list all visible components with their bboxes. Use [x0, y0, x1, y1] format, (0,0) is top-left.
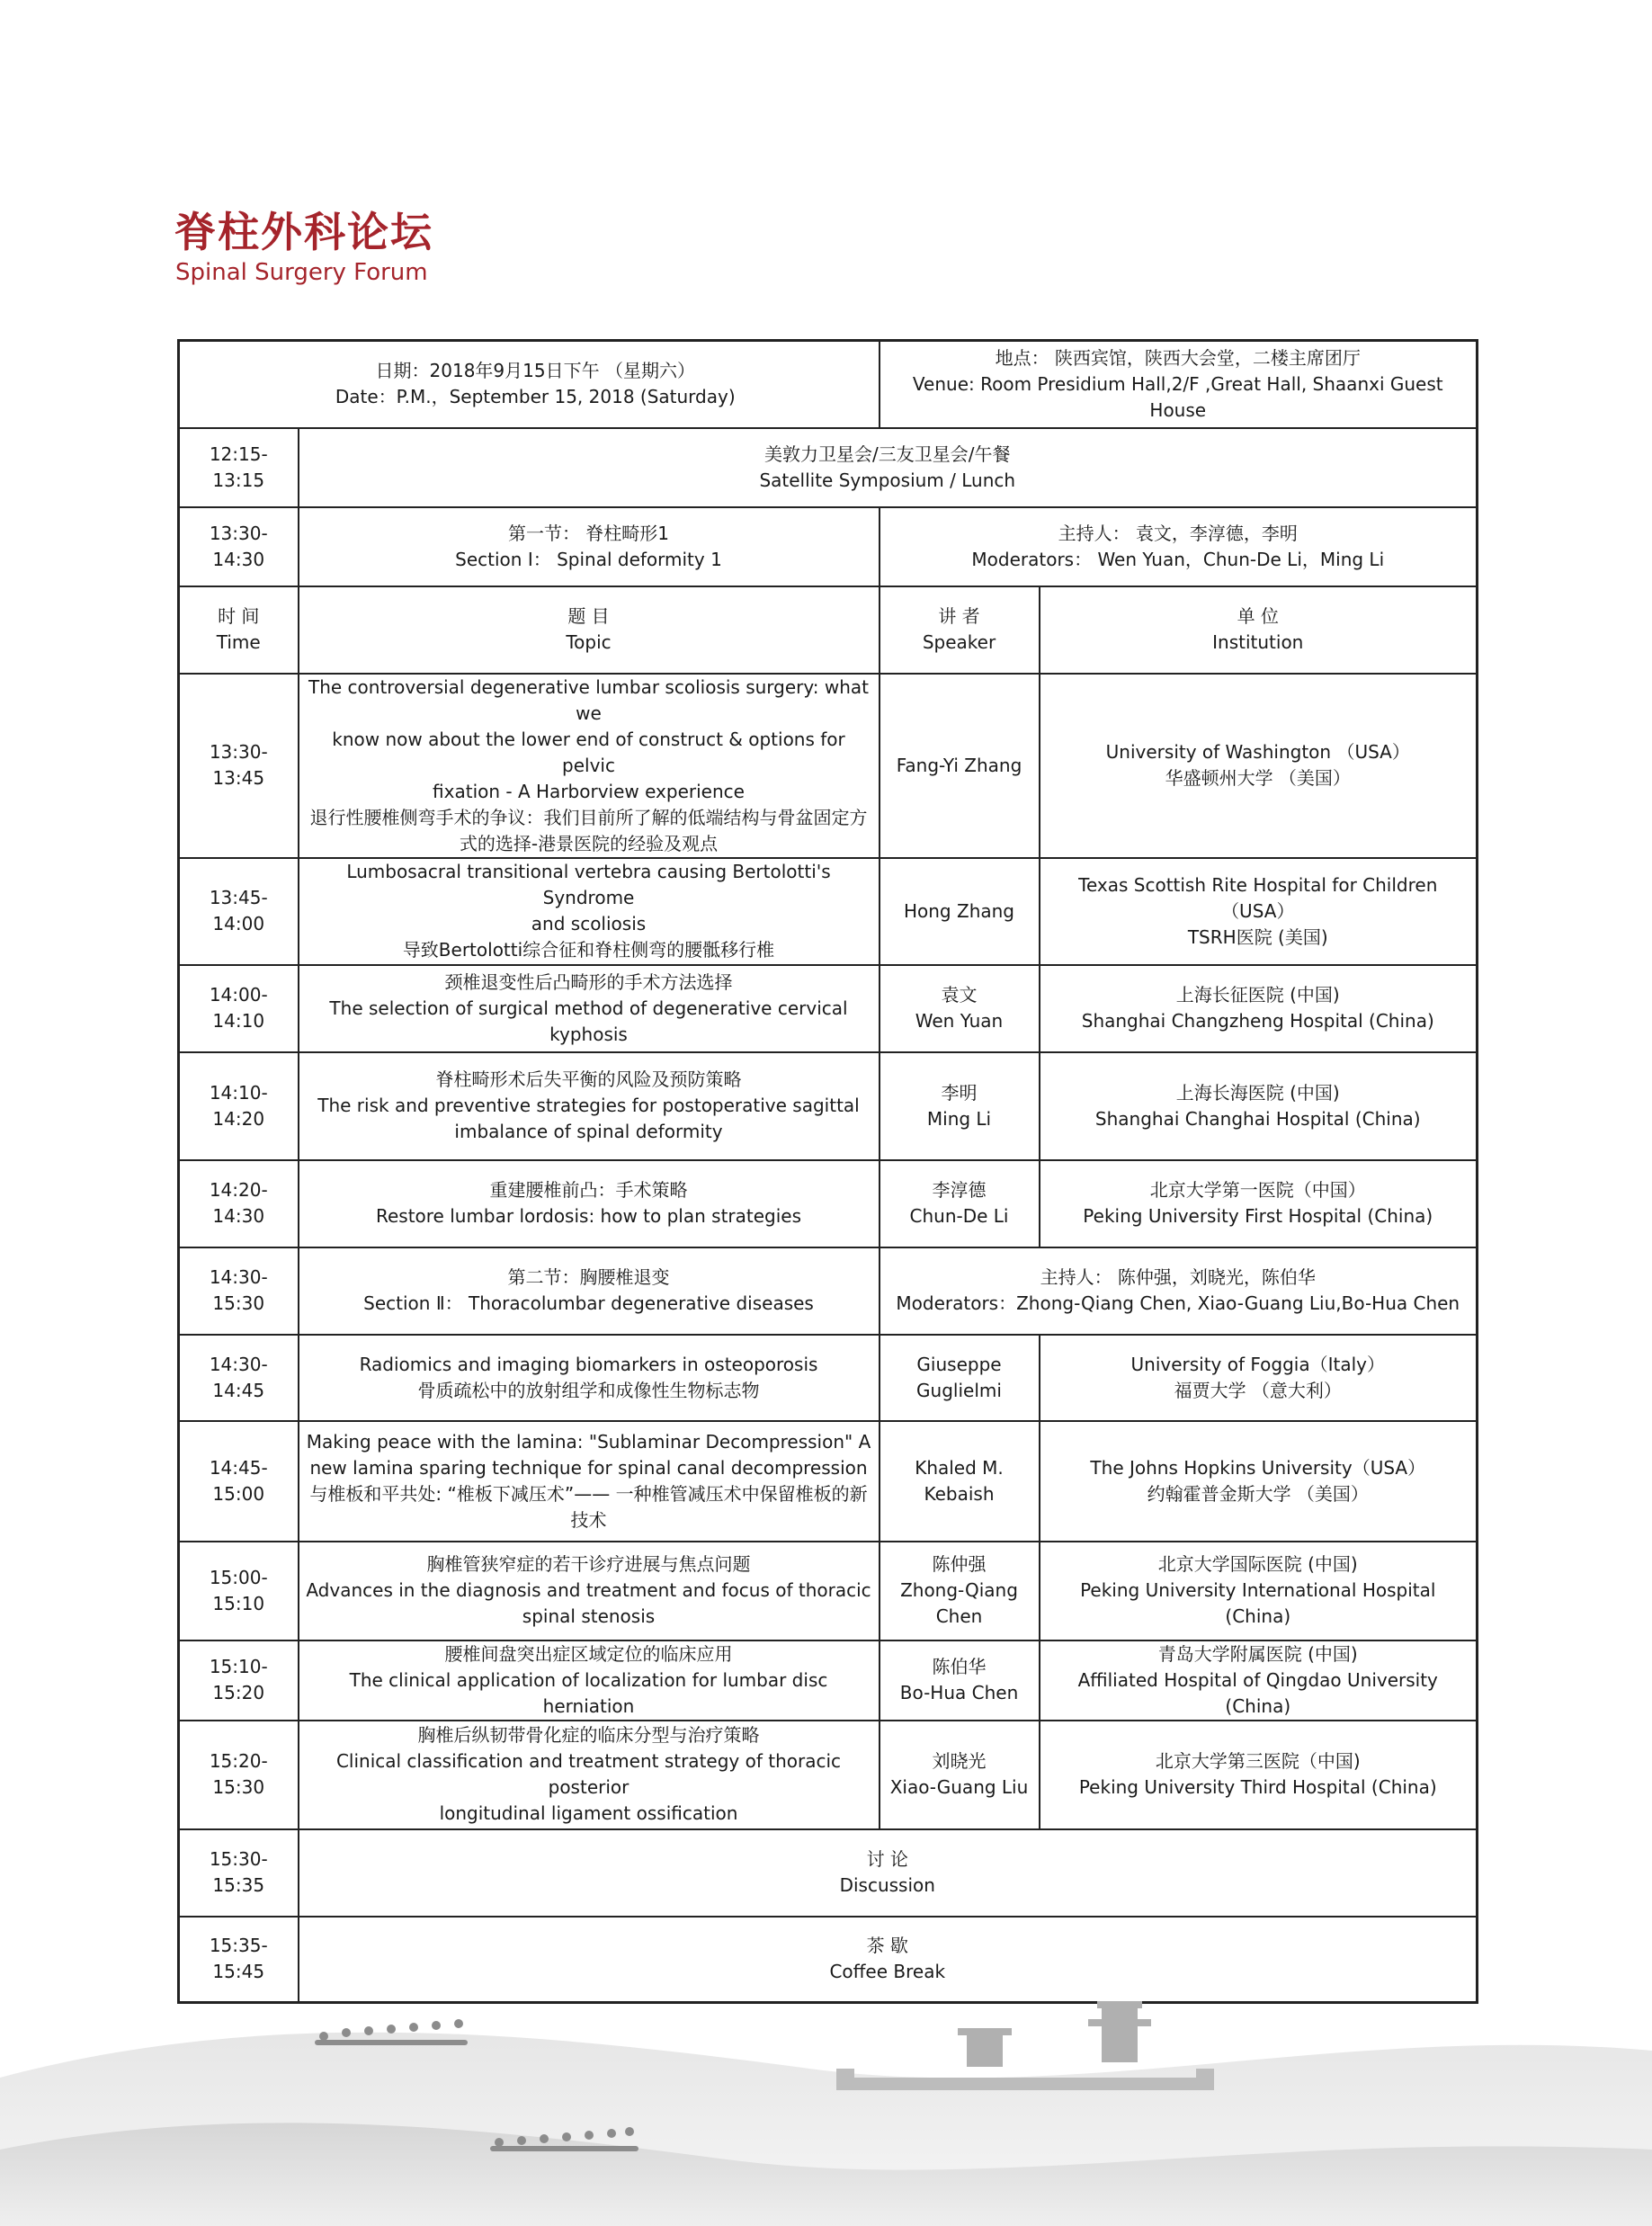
table-row [179, 965, 1478, 1052]
institution-line: 约翰霍普金斯大学 （美国） [1147, 1482, 1369, 1505]
topic-line: The risk and preventive strategies for postoperative sagittal [317, 1095, 860, 1116]
institution-line: 北京大学第三医院（中国) [1155, 1750, 1361, 1772]
date-en: Date：P.M.，September 15, 2018 (Saturday) [335, 386, 736, 408]
col-speaker-cn: 讲 者 [938, 605, 980, 627]
discussion-time: 15:30-15:35 [179, 1829, 299, 1917]
discussion-cn: 讨 论 [866, 1848, 908, 1870]
discussion-row [179, 1829, 1478, 1917]
talk-time: 15:10-15:20 [179, 1640, 299, 1721]
institution-line: 华盛顿州大学 （美国） [1165, 767, 1351, 789]
speaker-line: Chun-De Li [909, 1205, 1009, 1227]
col-topic-en: Topic [566, 631, 612, 653]
date-cn: 日期：2018年9月15日下午 （星期六） [375, 360, 695, 382]
talk-speaker [880, 1052, 1040, 1160]
talk-speaker [880, 1640, 1040, 1721]
topic-line: Advances in the diagnosis and treatment and focus of thoracic [306, 1579, 871, 1601]
talk-institution [1040, 674, 1478, 858]
speaker-line: 李明 [941, 1081, 978, 1104]
table-row [179, 1721, 1478, 1829]
section2-moderators-cn: 主持人： 陈仲强，刘晓光，陈伯华 [1040, 1266, 1316, 1288]
col-institution-en: Institution [1212, 631, 1304, 653]
talk-time: 13:45-14:00 [179, 858, 299, 965]
section1-moderators-cn: 主持人： 袁文，李淳德，李明 [1058, 522, 1298, 544]
institution-line: Peking University International Hospital (China) [1080, 1579, 1436, 1627]
institution-line: Affiliated Hospital of Qingdao University (China) [1077, 1668, 1438, 1717]
speaker-line: Xiao-Guang Liu [889, 1776, 1029, 1798]
institution-line: University of Foggia（Italy） [1130, 1353, 1385, 1375]
speaker-line: 刘晓光 [932, 1750, 987, 1772]
speaker-line: Ming Li [926, 1107, 992, 1130]
col-time-en: Time [216, 631, 261, 653]
talk-institution [1040, 965, 1478, 1052]
institution-line: 青岛大学附属医院 (中国) [1157, 1642, 1358, 1665]
institution-line: 北京大学第一医院（中国） [1149, 1179, 1366, 1201]
talk-institution [1040, 1421, 1478, 1542]
talk-speaker [880, 1421, 1040, 1542]
speaker-line: 袁文 [941, 984, 978, 1006]
table-row [179, 1160, 1478, 1247]
speaker-line: Fang-Yi Zhang [896, 754, 1022, 776]
talk-speaker [880, 1335, 1040, 1421]
talk-time: 15:20-15:30 [179, 1721, 299, 1829]
talk-speaker [880, 1160, 1040, 1247]
topic-line: 胸椎后纵韧带骨化症的临床分型与治疗策略 [417, 1724, 760, 1746]
table-row [179, 1052, 1478, 1160]
speaker-line: Zhong-Qiang [900, 1579, 1018, 1601]
speaker-line: Kebaish [924, 1482, 995, 1505]
talk-institution [1040, 1721, 1478, 1829]
topic-line: and scoliosis [531, 913, 647, 934]
institution-line: Texas Scottish Rite Hospital for Children （USA） [1078, 873, 1438, 922]
satellite-cn: 美敦力卫星会/三友卫星会/午餐 [764, 443, 1011, 465]
institution-line: Shanghai Changhai Hospital (China) [1094, 1107, 1421, 1130]
talk-speaker [880, 858, 1040, 965]
coffee-cn: 茶 歇 [866, 1935, 908, 1957]
desert-scenery-illustration [0, 1970, 1652, 2226]
topic-line: The controversial degenerative lumbar scoliosis surgery: what we [308, 675, 869, 724]
schedule-header-row [179, 341, 1478, 428]
talk-topic [299, 1052, 880, 1160]
column-header-row [179, 586, 1478, 674]
section2-row [179, 1247, 1478, 1335]
talk-time: 14:10-14:20 [179, 1052, 299, 1160]
topic-line: Clinical classification and treatment strategy of thoracic posterior [335, 1750, 842, 1798]
topic-line: 重建腰椎前凸：手术策略 [489, 1179, 688, 1201]
talk-time: 14:20-14:30 [179, 1160, 299, 1247]
institution-line: Shanghai Changzheng Hospital (China) [1081, 1010, 1434, 1032]
section2-moderators-en: Moderators：Zhong-Qiang Chen, Xiao-Guang Liu,Bo-Hua Chen [896, 1292, 1460, 1314]
talk-topic [299, 1421, 880, 1542]
discussion-en: Discussion [839, 1874, 935, 1896]
section1-title-cn: 第一节： 脊柱畸形1 [507, 522, 670, 544]
topic-line: 式的选择-港景医院的经验及观点 [459, 832, 719, 854]
col-speaker-header [880, 586, 1040, 674]
table-row [179, 858, 1478, 965]
section1-title-en: Section I： Spinal deformity 1 [455, 548, 722, 570]
talk-topic [299, 965, 880, 1052]
topic-line: 脊柱畸形术后失平衡的风险及预防策略 [435, 1068, 742, 1090]
topic-line: 退行性腰椎侧弯手术的争议：我们目前所了解的低端结构与骨盆固定方 [309, 806, 868, 828]
topic-line: 腰椎间盘突出症区域定位的临床应用 [444, 1642, 733, 1665]
institution-line: 福贾大学 （意大利） [1174, 1379, 1342, 1401]
venue-cell [880, 341, 1478, 428]
date-cell [179, 341, 880, 428]
speaker-line: 陈伯华 [932, 1656, 987, 1677]
talk-topic [299, 1640, 880, 1721]
section1-time: 13:30-14:30 [179, 507, 299, 586]
speaker-line: Giuseppe [916, 1353, 1002, 1375]
speaker-line: Chen [935, 1605, 983, 1627]
coffee-time: 15:35-15:45 [179, 1917, 299, 2003]
forum-title-en: Spinal Surgery Forum [175, 259, 428, 286]
speaker-line: Hong Zhang [903, 899, 1014, 922]
institution-line: University of Washington （USA） [1105, 741, 1410, 763]
topic-line: 技术 [570, 1508, 607, 1531]
topic-line: longitudinal ligament ossification [439, 1802, 738, 1824]
section2-title-cn: 第二节：胸腰椎退变 [507, 1266, 670, 1288]
section1-title [299, 507, 880, 586]
coffee-en: Coffee Break [829, 1961, 946, 1983]
topic-line: Radiomics and imaging biomarkers in osteoporosis [359, 1353, 818, 1375]
table-row [179, 1421, 1478, 1542]
topic-line: know now about the lower end of construct & options for pelvic [332, 728, 845, 776]
topic-line: spinal stenosis [522, 1605, 656, 1627]
institution-line: 上海长征医院 (中国) [1175, 984, 1340, 1006]
topic-line: 导致Bertolotti综合征和脊柱侧弯的腰骶移行椎 [402, 939, 775, 961]
speaker-line: Guglielmi [916, 1379, 1002, 1401]
institution-line: TSRH医院 (美国) [1187, 925, 1328, 948]
talk-institution [1040, 1542, 1478, 1640]
col-speaker-en: Speaker [922, 631, 996, 653]
speaker-line: Wen Yuan [915, 1010, 1004, 1032]
talk-time: 14:00-14:10 [179, 965, 299, 1052]
satellite-en: Satellite Symposium / Lunch [759, 469, 1016, 491]
venue-cn: 地点： 陕西宾馆，陕西大会堂，二楼主席团厅 [995, 346, 1361, 369]
talk-topic [299, 1160, 880, 1247]
talk-time: 13:30-13:45 [179, 674, 299, 858]
topic-line: The clinical application of localization for lumbar disc herniation [349, 1668, 828, 1717]
col-topic-cn: 题 目 [567, 605, 610, 627]
section2-moderators [880, 1247, 1478, 1335]
table-row [179, 1335, 1478, 1421]
talk-time: 14:45-15:00 [179, 1421, 299, 1542]
section1-moderators [880, 507, 1478, 586]
forum-title-cn: 脊柱外科论坛 [174, 208, 433, 256]
talk-time: 15:00-15:10 [179, 1542, 299, 1640]
section2-time: 14:30-15:30 [179, 1247, 299, 1335]
col-time-cn: 时 间 [218, 605, 260, 627]
col-institution-header [1040, 586, 1478, 674]
talk-speaker [880, 1542, 1040, 1640]
satellite-title [299, 428, 1478, 507]
talk-institution [1040, 1052, 1478, 1160]
institution-line: The Johns Hopkins University（USA） [1090, 1456, 1426, 1479]
speaker-line: 李淳德 [932, 1179, 987, 1201]
camel-caravan-upper [315, 2019, 468, 2045]
talk-speaker [880, 674, 1040, 858]
venue-en: Venue: Room Presidium Hall,2/F ,Great Hall, Shaanxi Guest House [912, 372, 1443, 421]
satellite-time: 12:15-13:15 [179, 428, 299, 507]
topic-line: fixation - A Harborview experience [433, 780, 745, 802]
speaker-line: 陈仲强 [932, 1553, 987, 1575]
section1-moderators-en: Moderators： Wen Yuan，Chun-De Li，Ming Li [971, 548, 1385, 570]
schedule-table [177, 339, 1478, 2004]
table-row [179, 1542, 1478, 1640]
discussion-title [299, 1829, 1478, 1917]
institution-line: 上海长海医院 (中国) [1175, 1081, 1340, 1104]
topic-line: Restore lumbar lordosis: how to plan strategies [375, 1205, 802, 1227]
talk-topic [299, 674, 880, 858]
col-time-header [179, 586, 299, 674]
institution-line: Peking University First Hospital (China) [1083, 1205, 1433, 1227]
talk-speaker [880, 965, 1040, 1052]
table-row [179, 674, 1478, 858]
topic-line: new lamina sparing technique for spinal canal decompression [309, 1456, 868, 1479]
talk-topic [299, 1721, 880, 1829]
satellite-row [179, 428, 1478, 507]
talk-institution [1040, 1160, 1478, 1247]
col-institution-cn: 单 位 [1237, 605, 1279, 627]
talk-time: 14:30-14:45 [179, 1335, 299, 1421]
section2-title [299, 1247, 880, 1335]
talk-institution [1040, 858, 1478, 965]
topic-line: Making peace with the lamina: "Sublaminar Decompression" A [306, 1430, 871, 1453]
institution-line: Peking University Third Hospital (China) [1078, 1776, 1437, 1798]
table-row [179, 1640, 1478, 1721]
institution-line: 北京大学国际医院 (中国) [1157, 1553, 1358, 1575]
topic-line: 与椎板和平共处: “椎板下减压术”—— 一种椎管减压术中保留椎板的新 [309, 1482, 868, 1505]
topic-line: Lumbosacral transitional vertebra causing Bertolotti's Syndrome [346, 861, 831, 908]
topic-line: 颈椎退变性后凸畸形的手术方法选择 [444, 970, 733, 993]
talk-speaker [880, 1721, 1040, 1829]
talk-institution [1040, 1640, 1478, 1721]
section2-title-en: Section Ⅱ： Thoracolumbar degenerative diseases [363, 1292, 814, 1314]
talk-topic [299, 1335, 880, 1421]
talk-institution [1040, 1335, 1478, 1421]
talk-topic [299, 858, 880, 965]
topic-line: imbalance of spinal deformity [454, 1121, 723, 1142]
speaker-line: Bo-Hua Chen [899, 1682, 1019, 1703]
col-topic-header [299, 586, 880, 674]
talk-topic [299, 1542, 880, 1640]
topic-line: 骨质疏松中的放射组学和成像性生物标志物 [417, 1379, 760, 1401]
topic-line: The selection of surgical method of degenerative cervical kyphosis [329, 997, 848, 1045]
topic-line: 胸椎管狭窄症的若干诊疗进展与焦点问题 [426, 1553, 751, 1575]
section1-row [179, 507, 1478, 586]
speaker-line: Khaled M. [915, 1456, 1004, 1479]
pagoda-tower [958, 2001, 1151, 2067]
